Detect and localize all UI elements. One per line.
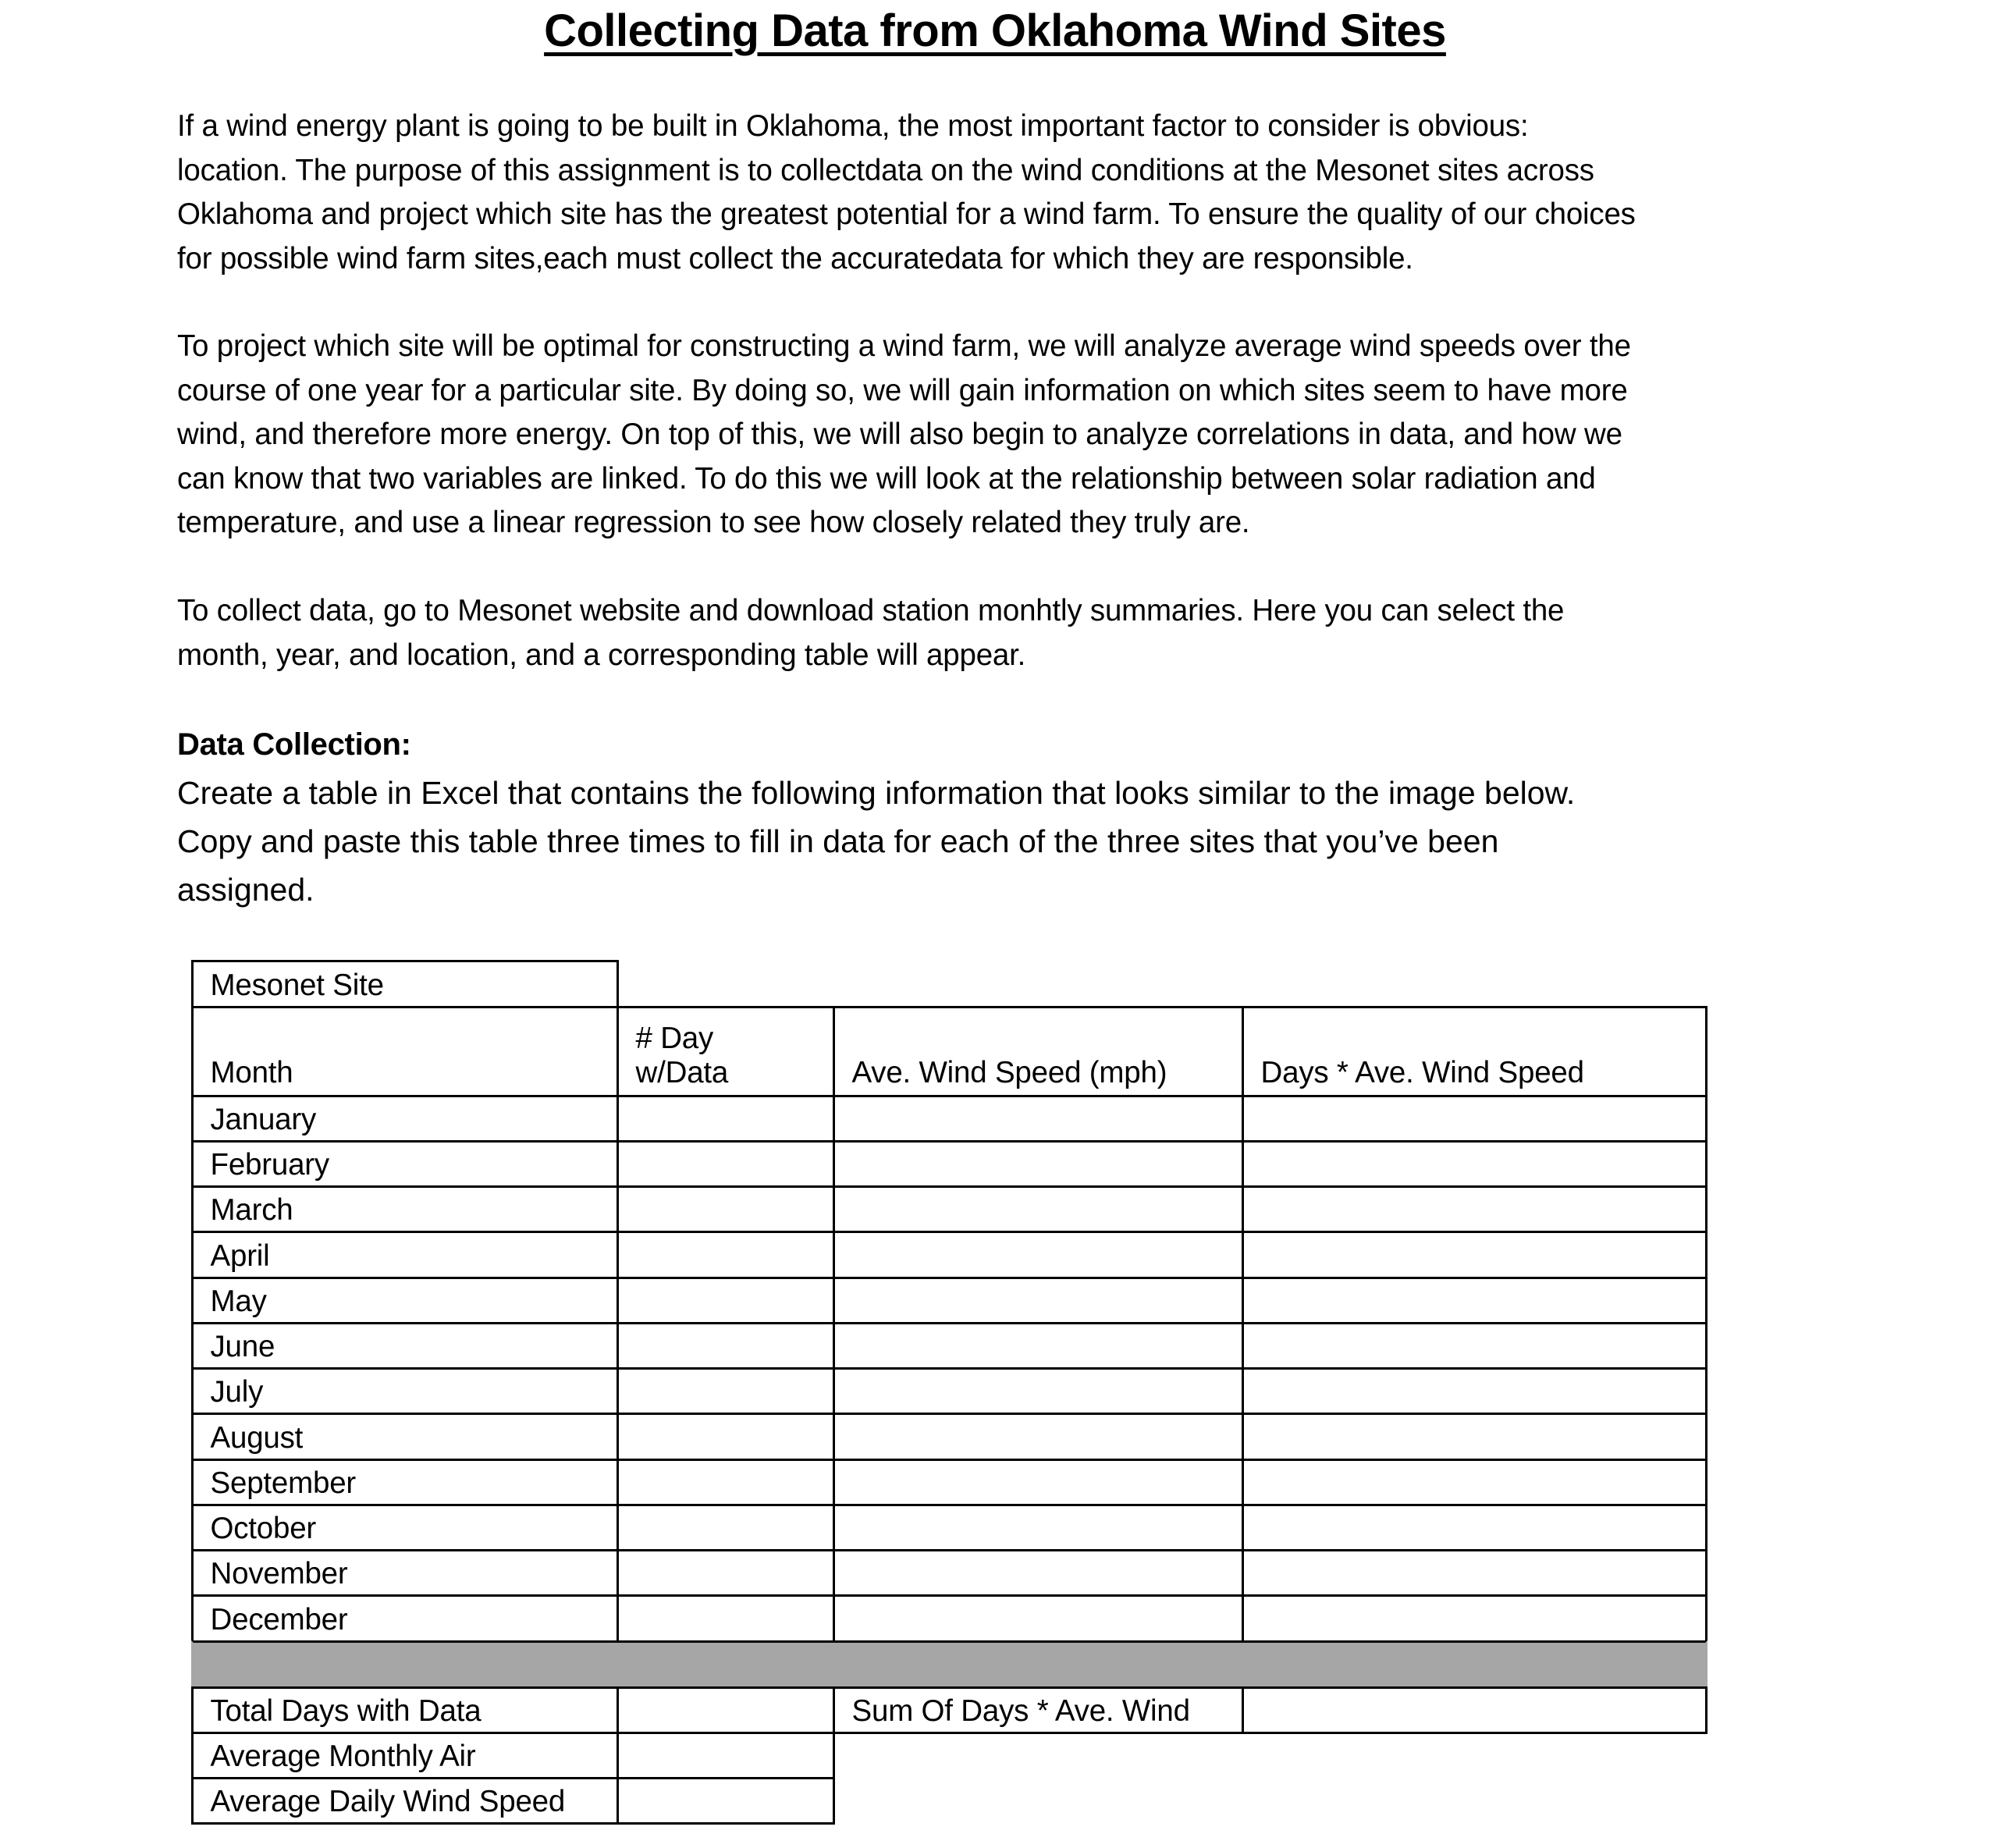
page-title-text: Collecting Data from Oklahoma Wind Sites: [544, 5, 1446, 56]
days-times-wind-cell[interactable]: [1242, 1594, 1707, 1642]
month-label: November: [210, 1557, 348, 1591]
month-cell: [191, 1549, 619, 1597]
instruction-line: Create a table in Excel that contains the following information that looks similar to the image below.: [177, 775, 1576, 811]
month-label: March: [210, 1193, 293, 1228]
header-ave-wind: Ave. Wind Speed (mph): [851, 1055, 1167, 1089]
month-label: August: [210, 1420, 304, 1455]
analysis-line: temperature, and use a linear regression to see how closely related they truly are.: [177, 506, 1250, 539]
sum-days-wind-label: Sum Of Days * Ave. Wind: [851, 1693, 1190, 1728]
mesonet-site-label-cell: [191, 960, 619, 1008]
header-days-times-wind-cell: [1242, 1006, 1707, 1097]
header-days-cell: [617, 1006, 835, 1097]
ave-wind-speed-cell[interactable]: [833, 1095, 1244, 1143]
month-label: September: [210, 1466, 357, 1500]
days-times-wind-cell[interactable]: [1242, 1095, 1707, 1143]
intro-line: location. The purpose of this assignment is to collectdata on the wind conditions at the Mesonet sites across: [177, 153, 1594, 187]
ave-wind-speed-cell[interactable]: [833, 1185, 1244, 1233]
days-times-wind-cell[interactable]: [1242, 1231, 1707, 1278]
month-cell: [191, 1140, 619, 1188]
month-cell: [191, 1322, 619, 1370]
days-with-data-cell[interactable]: [617, 1095, 835, 1143]
month-cell: [191, 1367, 619, 1415]
days-with-data-cell[interactable]: [617, 1231, 835, 1278]
days-times-wind-cell[interactable]: [1242, 1185, 1707, 1233]
avg-monthly-air-label-cell: [191, 1732, 619, 1779]
ave-wind-speed-cell[interactable]: [833, 1594, 1244, 1642]
page-title: [0, 2, 1990, 61]
intro-line: Oklahoma and project which site has the greatest potential for a wind farm. To ensure the quality of our choices: [177, 197, 1636, 231]
month-label: January: [210, 1102, 317, 1136]
days-times-wind-cell[interactable]: [1242, 1277, 1707, 1324]
days-with-data-cell[interactable]: [617, 1277, 835, 1324]
days-times-wind-cell[interactable]: [1242, 1549, 1707, 1597]
month-label: May: [210, 1284, 267, 1318]
avg-daily-wind-label-cell: [191, 1777, 619, 1825]
intro-line: If a wind energy plant is going to be built in Oklahoma, the most important factor to consider is obvious:: [177, 109, 1529, 143]
header-month-cell: [191, 1006, 619, 1097]
days-with-data-cell[interactable]: [617, 1322, 835, 1370]
header-days-line2: w/Data: [635, 1055, 729, 1089]
ave-wind-speed-cell[interactable]: [833, 1322, 1244, 1370]
days-times-wind-cell[interactable]: [1242, 1322, 1707, 1370]
header-days-line1: # Day: [635, 1021, 714, 1055]
header-days-times-wind: Days * Ave. Wind Speed: [1260, 1055, 1584, 1089]
header-month: Month: [210, 1055, 293, 1089]
ave-wind-speed-cell[interactable]: [833, 1231, 1244, 1278]
month-cell: [191, 1277, 619, 1324]
collect-line: To collect data, go to Mesonet website and download station monhtly summaries. Here you can select the: [177, 594, 1565, 627]
month-cell: [191, 1185, 619, 1233]
analysis-line: To project which site will be optimal for constructing a wind farm, we will analyze average wind speeds over the: [177, 329, 1631, 363]
mesonet-site-label: Mesonet Site: [210, 968, 384, 1002]
avg-daily-wind-value-cell[interactable]: [617, 1777, 835, 1825]
intro-paragraph: [177, 105, 1839, 281]
days-with-data-cell[interactable]: [617, 1413, 835, 1460]
instruction-line: assigned.: [177, 872, 314, 908]
intro-line: for possible wind farm sites,each must collect the accuratedata for which they are responsible.: [177, 241, 1413, 275]
month-cell: [191, 1459, 619, 1506]
days-times-wind-cell[interactable]: [1242, 1504, 1707, 1551]
month-label: February: [210, 1148, 329, 1182]
ave-wind-speed-cell[interactable]: [833, 1140, 1244, 1188]
month-label: June: [210, 1330, 275, 1363]
total-days-label-cell: [191, 1686, 619, 1734]
days-times-wind-cell[interactable]: [1242, 1367, 1707, 1415]
ave-wind-speed-cell[interactable]: [833, 1413, 1244, 1460]
sum-days-wind-label-cell: [833, 1686, 1244, 1734]
ave-wind-speed-cell[interactable]: [833, 1367, 1244, 1415]
month-cell: [191, 1231, 619, 1278]
instruction-line: Copy and paste this table three times to fill in data for each of the three sites that you’ve been: [177, 823, 1499, 859]
month-cell: [191, 1504, 619, 1551]
ave-wind-speed-cell[interactable]: [833, 1277, 1244, 1324]
analysis-paragraph: [177, 325, 1839, 546]
month-label: December: [210, 1602, 348, 1637]
avg-monthly-air-value-cell[interactable]: [617, 1732, 835, 1779]
analysis-line: course of one year for a particular site. By doing so, we will gain information on which sites seem to have more: [177, 373, 1628, 407]
data-collection-heading: Data Collection:: [177, 727, 411, 762]
days-times-wind-cell[interactable]: [1242, 1413, 1707, 1460]
avg-daily-wind-label: Average Daily Wind Speed: [210, 1785, 566, 1819]
separator-band: [191, 1640, 1707, 1689]
days-with-data-cell[interactable]: [617, 1459, 835, 1506]
total-days-label: Total Days with Data: [210, 1693, 482, 1728]
days-with-data-cell[interactable]: [617, 1367, 835, 1415]
days-times-wind-cell[interactable]: [1242, 1459, 1707, 1506]
month-cell: [191, 1413, 619, 1460]
month-label: April: [210, 1239, 270, 1273]
days-with-data-cell[interactable]: [617, 1185, 835, 1233]
month-cell: [191, 1095, 619, 1143]
total-days-value-cell[interactable]: [617, 1686, 835, 1734]
days-with-data-cell[interactable]: [617, 1549, 835, 1597]
ave-wind-speed-cell[interactable]: [833, 1549, 1244, 1597]
sum-days-wind-value-cell[interactable]: [1242, 1686, 1707, 1734]
month-cell: [191, 1594, 619, 1642]
days-with-data-cell[interactable]: [617, 1594, 835, 1642]
avg-monthly-air-label: Average Monthly Air: [210, 1740, 476, 1774]
days-with-data-cell[interactable]: [617, 1504, 835, 1551]
collect-line: month, year, and location, and a corresponding table will appear.: [177, 638, 1026, 672]
collect-paragraph: [177, 589, 1839, 677]
header-ave-wind-cell: [833, 1006, 1244, 1097]
ave-wind-speed-cell[interactable]: [833, 1504, 1244, 1551]
ave-wind-speed-cell[interactable]: [833, 1459, 1244, 1506]
month-label: October: [210, 1512, 317, 1545]
analysis-line: wind, and therefore more energy. On top of this, we will also begin to analyze correlations in data, and how we: [177, 418, 1622, 451]
month-label: July: [210, 1375, 264, 1409]
days-with-data-cell[interactable]: [617, 1140, 835, 1188]
days-times-wind-cell[interactable]: [1242, 1140, 1707, 1188]
analysis-line: can know that two variables are linked. To do this we will look at the relationship between solar radiation and: [177, 461, 1596, 496]
data-collection-instructions: [177, 769, 1839, 914]
